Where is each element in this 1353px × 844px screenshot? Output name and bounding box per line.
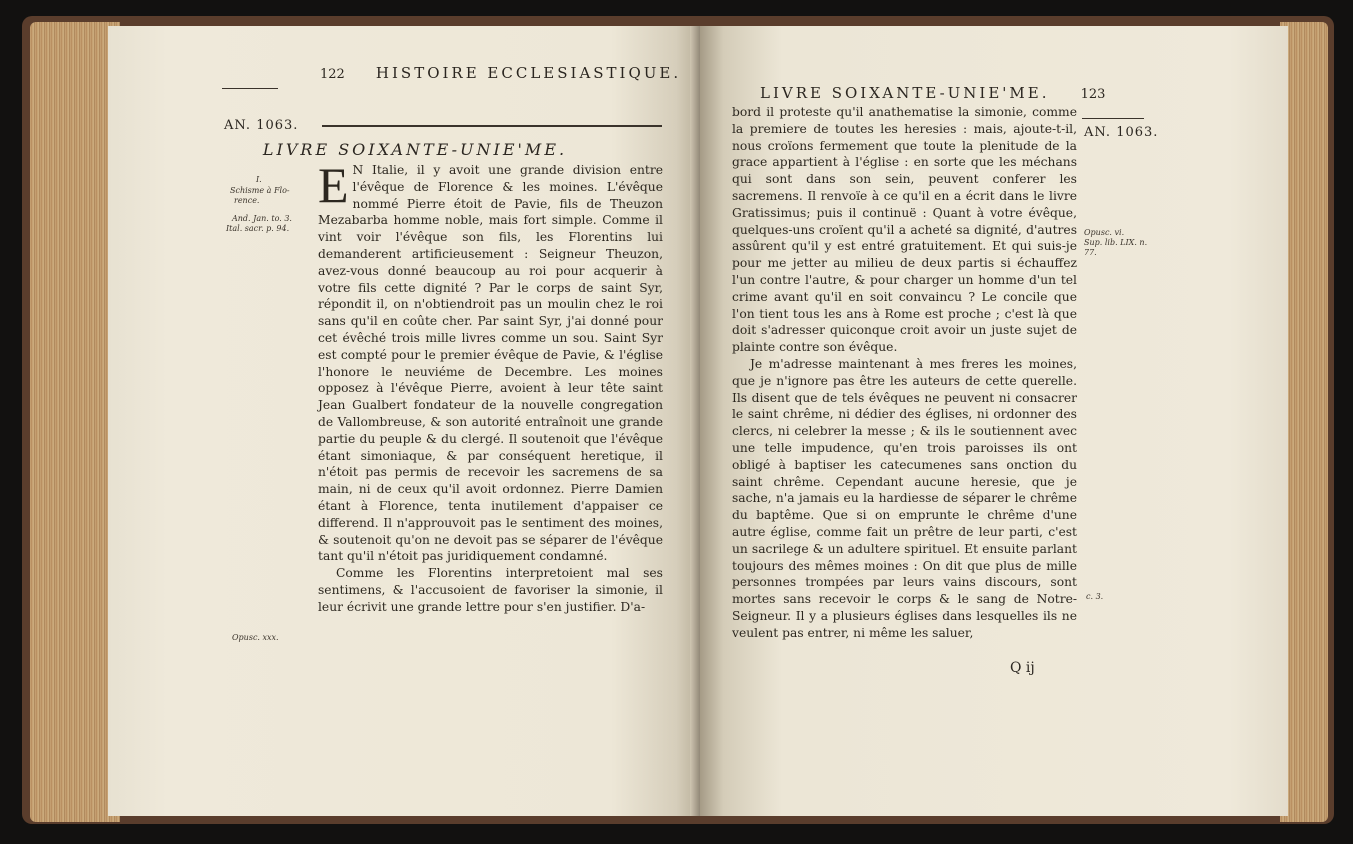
right-year-rule xyxy=(1082,118,1144,119)
catchword: Q ij xyxy=(1010,660,1035,676)
dropcap: E xyxy=(318,157,349,213)
chapter-title: LIVRE SOIXANTE-UNIE'ME. xyxy=(262,140,568,159)
right-page-number: 123 xyxy=(1080,87,1106,102)
left-running-title: HISTOIRE ECCLESIASTIQUE. xyxy=(375,64,682,82)
right-body-text xyxy=(732,104,1077,642)
right-year: AN. 1063. xyxy=(1084,125,1159,140)
left-note-3: rence. xyxy=(234,196,260,205)
right-note-1: Opusc. vi. xyxy=(1084,228,1125,237)
left-running-head xyxy=(320,64,681,82)
left-paragraph-1: E N Italie, il y avoit une grande division entre l'évêque de Florence & les moines. L'évêque nommé Pierre étoit de Pavie, fils de Theuzon Mezabarba homme noble, mais fort simple. Comme il vint voir l'évêque son fils, les Florentins lui demanderent artificieusement : Seigneur Theuzon, avez-vous donné beaucoup au roi pour acquerir à votre fils cette dignité ? Par le corps de saint Syr, répondit il, on n'obtiendroit pas un moulin chez le roi sans qu'il en coûte cher. Par saint Syr, j'ai donné pour cet évêché trois mille livres comme un sou. Saint Syr est compté pour le premier évêque de Pavie, & l'église l'honore le neuviéme de Decembre. Les moines opposez à l'évêque Pierre, avoient à leur tête saint Jean Gualbert fondateur de la nouvelle congregation de Vallombreuse, & son autorité entraînoit une grande partie du peuple & du clergé. Il soutenoit que l'évêque étant simoniaque, & par conséquent heretique, il n'étoit pas permis de recevoir les sacremens de sa main, ni de ceux qu'il avoit ordonnez. Pierre Damien étant à Florence, tenta inutilement d'appaiser ce differend. Il n'approuvoit pas le sentiment des moines, & soutenoit qu'on ne devoit pas se séparer de l'évêque tant qu'il n'étoit pas juridiquement condamné. xyxy=(318,157,663,564)
left-body-text xyxy=(318,157,663,616)
right-note-4: c. 3. xyxy=(1086,592,1104,601)
left-note-2: Schisme à Flo- xyxy=(230,186,290,195)
right-paragraph-2: Je m'adresse maintenant à mes freres les moines, que je n'ignore pas être les auteurs de cette querelle. Ils disent que de tels évêques ne peuvent ni consacrer le saint chrême, ni dédier des églises, ni ordonner des clercs, ni celebrer la messe ; & ils le soutiennent avec une telle impudence, qu'en trois paroisses ils ont obligé à baptiser les catecumenes sans onction du saint chrême. Cependant aucune heresie, que je sache, n'a jamais eu la hardiesse de séparer le chrême du baptême. Que si on emprunte le chrême d'une autre église, comme fait un prêtre de leur parti, c'est un sacrilege & un adultere spirituel. Et ensuite parlant toujours des mêmes moines : On dit que plus de mille personnes trompées par leurs vains discours, sont mortes sans recevoir le corps & le sang de Notre-Seigneur. Il y a plusieurs églises dans lesquelles ils ne veulent pas entrer, ni même les saluer, xyxy=(732,356,1077,640)
left-note-5: Ital. sacr. p. 94. xyxy=(226,224,290,233)
left-note-4: And. Jan. to. 3. xyxy=(232,214,292,223)
left-head-rule xyxy=(322,125,662,127)
left-note-6: Opusc. xxx. xyxy=(232,633,279,642)
right-running-head xyxy=(760,84,1105,102)
left-paragraph-2: Comme les Florentins interpretoient mal ses sentimens, & l'accusoient de favoriser la simonie, il leur écrivit une grande lettre pour s'en justifier. D'a- xyxy=(318,566,663,614)
left-note-1: I. xyxy=(256,175,262,184)
right-paragraph-1: bord il proteste qu'il anathematise la simonie, comme la premiere de toutes les heresies : mais, ajoute-t-il, nous croïons fermement que toute la plenitude de la grace appartient à l'église : en sorte que les méchans qui sont dans son sein, peuvent conferer les sacremens. Il renvoïe à ce qu'il en a écrit dans le livre Gratissimus; puis il continuë : Quant à votre évêque, quelques-uns croïent qu'il a acheté sa dignité, d'autres assûrent qu'il y est entré gratuitement. Et qui suis-je pour me jetter au milieu de deux partis si échauffez l'un contre l'autre, & pour charger un homme d'un tel crime avant qu'il en soit convaincu ? Le concile que l'on tient tous les ans à Rome est proche ; c'est là que doit s'adresser quiconque croit avoir un juste sujet de plainte contre son évêque. xyxy=(732,105,1077,355)
right-running-title: LIVRE SOIXANTE-UNIE'ME. xyxy=(760,84,1050,102)
right-note-2: Sup. lib. LIX. n. xyxy=(1084,238,1148,247)
right-note-3: 77. xyxy=(1084,248,1097,257)
page-edges-left xyxy=(30,22,120,822)
left-year-rule xyxy=(222,88,278,89)
left-year: AN. 1063. xyxy=(224,118,299,133)
left-page-number: 122 xyxy=(320,67,345,82)
